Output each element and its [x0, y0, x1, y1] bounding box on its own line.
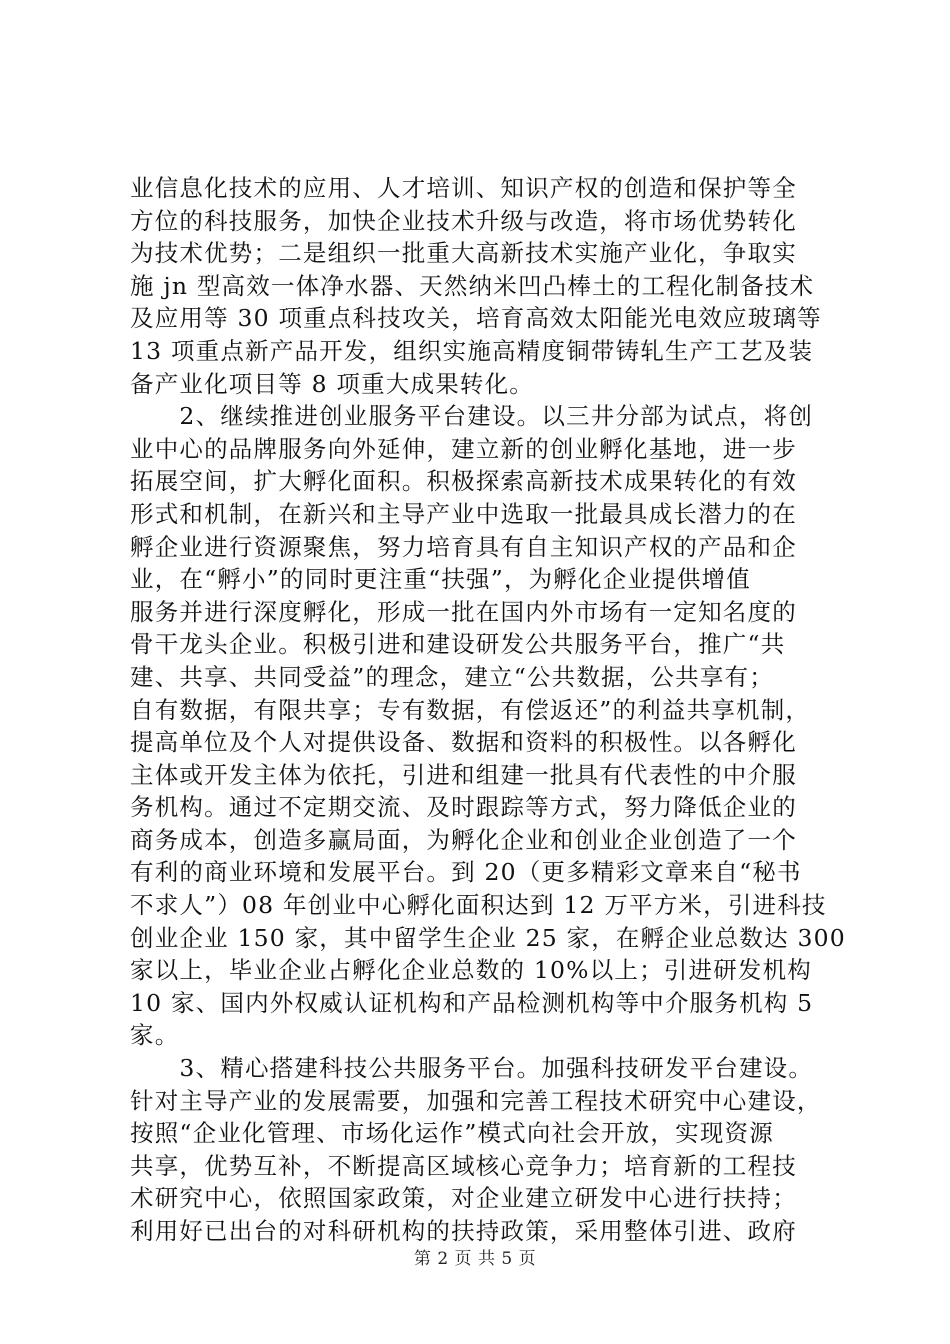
text-line: 备产业化项目等 8 项重大成果转化。 — [130, 369, 534, 398]
text-line: 施 jn 型高效一体净水器、天然纳米凹凸棒土的工程化制备技术 — [130, 271, 815, 300]
body-text — [130, 172, 850, 1248]
text-line: 按照“企业化管理、市场化运作”模式向社会开放，实现资源 — [130, 1119, 774, 1148]
text-line: 家以上，毕业企业占孵化企业总数的 10%以上；引进研发机构 — [130, 956, 813, 985]
text-line: 3、精心搭建科技公共服务平台。加强科技研发平台建设。 — [130, 1054, 814, 1083]
text-line: 2、继续推进创业服务平台建设。以三井分部为试点，将创 — [130, 402, 814, 431]
page-footer — [0, 1244, 950, 1269]
text-line: 主体或开发主体为依托，引进和组建一批具有代表性的中介服 — [130, 760, 797, 789]
text-line: 创业企业 150 家，其中留学生企业 25 家，在孵企业总数达 300 — [130, 923, 846, 952]
text-line: 10 家、国内外权威认证机构和产品检测机构等中介服务机构 5 — [130, 988, 814, 1017]
text-line: 家。 — [130, 1021, 180, 1050]
text-line: 务机构。通过不定期交流、及时跟踪等方式，努力降低企业的 — [130, 793, 797, 822]
text-line: 提高单位及个人对提供设备、数据和资料的积极性。以各孵化 — [130, 728, 797, 757]
text-line: 服务并进行深度孵化，形成一批在国内外市场有一定知名度的 — [130, 597, 797, 626]
text-line: 业，在“孵小”的同时更注重“扶强”，为孵化企业提供增值 — [130, 565, 751, 594]
text-line: 业中心的品牌服务向外延伸，建立新的创业孵化基地，进一步 — [130, 434, 797, 463]
page-number-label: 第 2 页 共 5 页 — [413, 1249, 537, 1269]
text-line: 及应用等 30 项重点科技攻关，培育高效太阳能光电效应玻璃等 — [130, 304, 822, 333]
text-line: 13 项重点新产品开发，组织实施高精度铜带铸轧生产工艺及装 — [130, 336, 814, 365]
text-line: 不求人”）08 年创业中心孵化面积达到 12 万平方米，引进科技 — [130, 891, 827, 920]
text-line: 孵企业进行资源聚焦，努力培育具有自主知识产权的产品和企 — [130, 532, 797, 561]
text-line: 商务成本，创造多赢局面，为孵化企业和创业企业创造了一个 — [130, 825, 797, 854]
text-line: 利用好已出台的对科研机构的扶持政策，采用整体引进、政府 — [130, 1217, 797, 1245]
text-line: 骨干龙头企业。积极引进和建设研发公共服务平台，推广“共 — [130, 630, 786, 659]
text-line: 为技术优势；二是组织一批重大高新技术实施产业化，争取实 — [130, 239, 797, 268]
text-line: 建、共享、共同受益”的理念，建立“公共数据，公共享有； — [130, 662, 774, 691]
text-line: 有利的商业环境和发展平台。到 20（更多精彩文章来自“秘书 — [130, 858, 802, 887]
text-line: 术研究中心，依照国家政策，对企业建立研发中心进行扶持； — [130, 1184, 797, 1213]
text-line: 针对主导产业的发展需要，加强和完善工程技术研究中心建设， — [130, 1086, 822, 1115]
text-line: 形式和机制，在新兴和主导产业中选取一批最具成长潜力的在 — [130, 499, 797, 528]
text-line: 方位的科技服务，加快企业技术升级与改造，将市场优势转化 — [130, 206, 797, 235]
text-line: 共享，优势互补，不断提高区域核心竞争力；培育新的工程技 — [130, 1151, 797, 1180]
text-line: 自有数据，有限共享；专有数据，有偿返还”的利益共享机制， — [130, 695, 811, 724]
text-line: 拓展空间，扩大孵化面积。积极探索高新技术成果转化的有效 — [130, 467, 797, 496]
text-line: 业信息化技术的应用、人才培训、知识产权的创造和保护等全 — [130, 174, 797, 202]
